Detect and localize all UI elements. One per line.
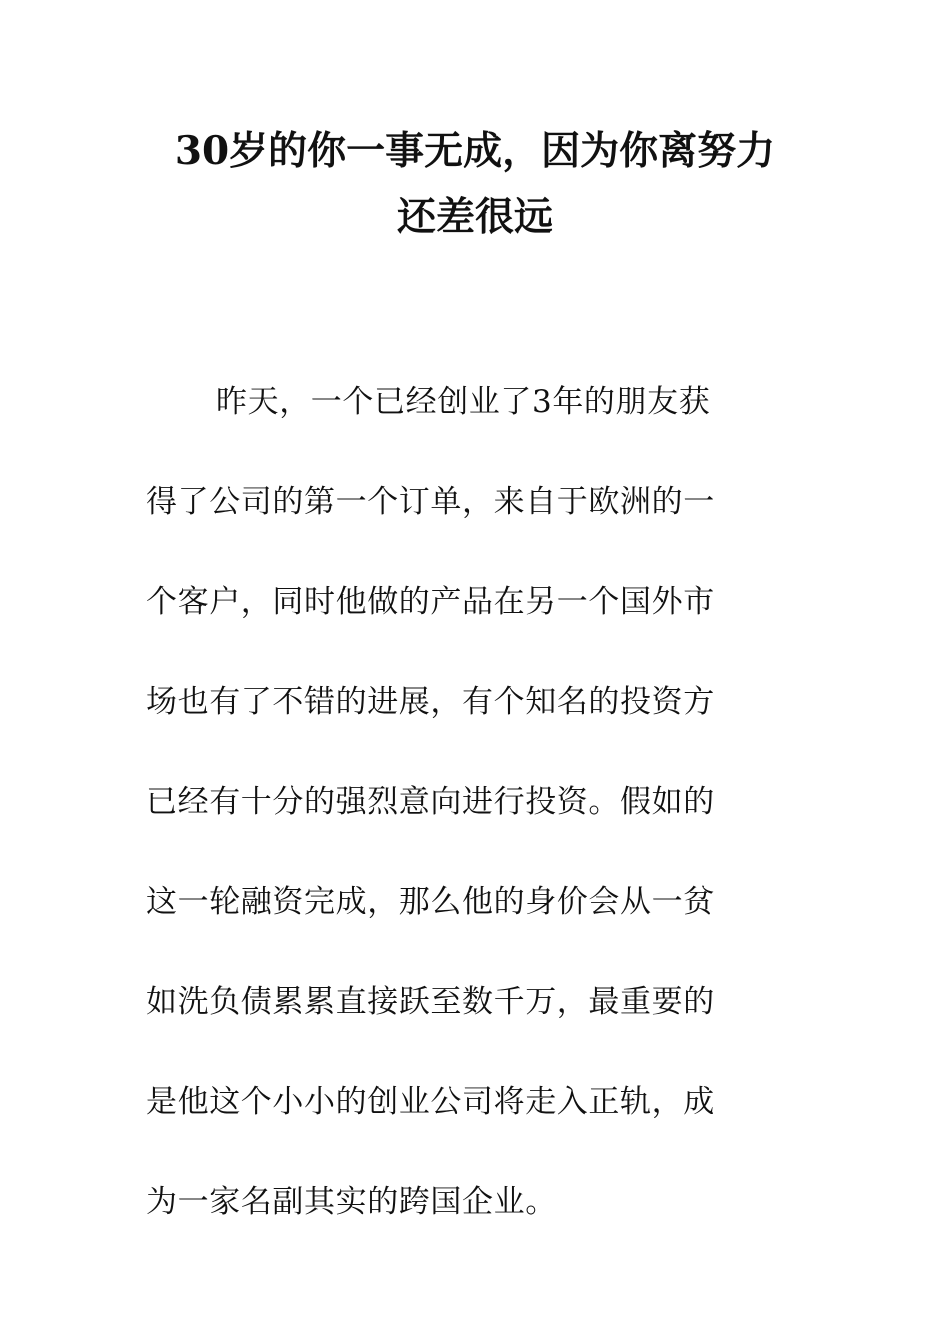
paragraph-line: 这一轮融资完成，那么他的身价会从一贫: [146, 884, 715, 920]
title-line-1: 30岁的你一事无成，因为你离努力: [174, 128, 776, 174]
paragraph-line: 是他这个小小的创业公司将走入正轨，成: [146, 1084, 715, 1120]
paragraph-line: 个客户，同时他做的产品在另一个国外市: [146, 584, 715, 620]
paragraph-line: 得了公司的第一个订单，来自于欧洲的一: [146, 484, 715, 520]
paragraph-line: 昨天，一个已经创业了3年的朋友获: [216, 384, 711, 420]
paragraph-line: 已经有十分的强烈意向进行投资。假如的: [146, 784, 715, 820]
paragraph-line: 如洗负债累累直接跃至数千万，最重要的: [146, 984, 715, 1020]
page-title: [120, 118, 830, 250]
title-line-2: 还差很远: [396, 194, 553, 240]
paragraph-line: 为一家名副其实的跨国企业。: [146, 1184, 557, 1220]
body-paragraph: [146, 372, 786, 1272]
paragraph-line: 场也有了不错的进展，有个知名的投资方: [146, 684, 715, 720]
